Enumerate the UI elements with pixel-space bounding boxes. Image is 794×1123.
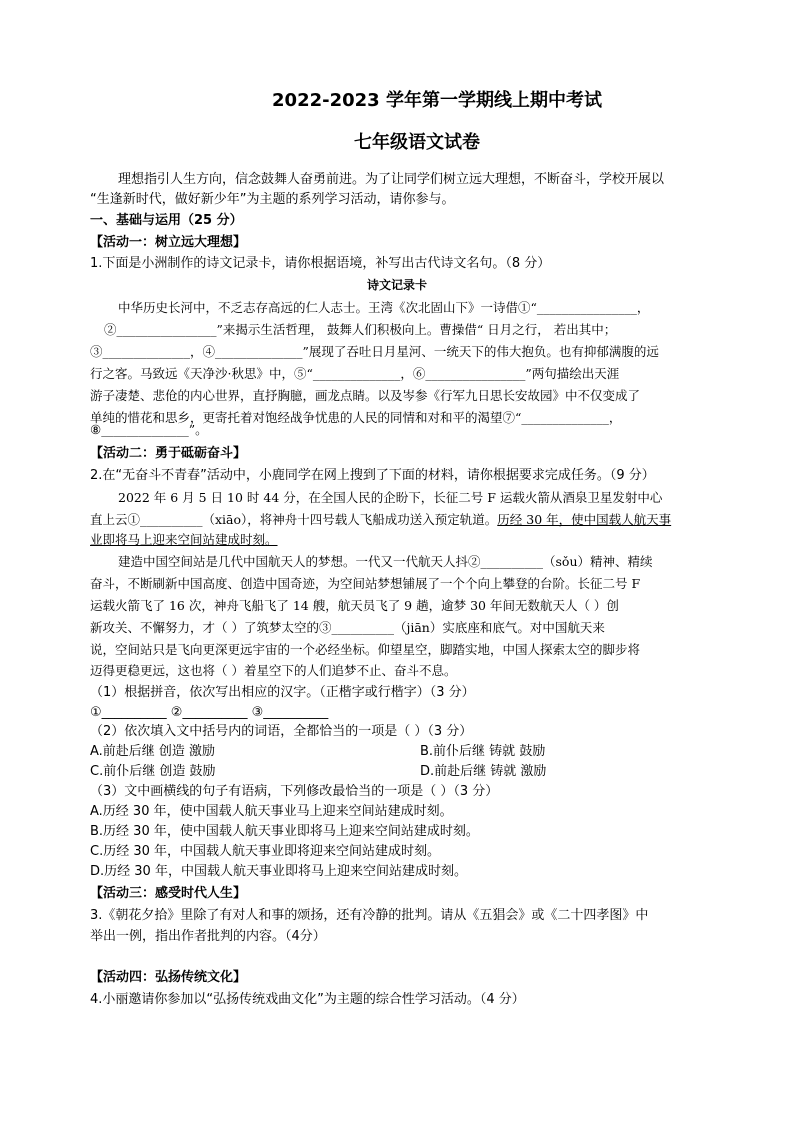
question-2: 2.在“无奋斗不青春”活动中，小鹿同学在网上搜到了下面的材料，请你根据要求完成任务。（9 分） <box>90 468 655 483</box>
passage-line-8: 说，空间站只是飞向更深更远宇宙的一个必经坐标。仰望星空，脚踏实地，中国人探索太空的脚步将 <box>90 642 641 657</box>
question-1: 1.下面是小洲制作的诗文记录卡，请你根据语境，补写出古代诗文名句。（8 分） <box>90 256 551 271</box>
card-line-3: ③______________，④______________”展现了吞吐日月星河、一统天下的伟大抱负。也有抑郁满腹的远 <box>90 344 659 359</box>
exam-subtitle: 七年级语文试卷 <box>354 132 480 153</box>
activity-2-heading: 【活动二：勇于砥砺奋斗】 <box>90 446 247 461</box>
sub-question-1: （1）根据拼音，依次写出相应的汉字。（正楷字或行楷字）（3 分） <box>90 685 475 700</box>
option-2c: C.前仆后继 创造 鼓励 <box>90 764 216 779</box>
flawed-sentence-part-1: 历经 30 年，使中国载人航天事 <box>497 512 672 527</box>
section-1-heading: 一、基础与运用（25 分） <box>90 213 243 228</box>
passage-line-5: 奋斗，不断刷新中国高度、创造中国奇迹，为空间站梦想铺展了一个个向上攀登的台阶。长征二号 F <box>90 576 641 591</box>
sub-question-1-blanks: ①__________ ②__________ ③__________ <box>90 705 329 720</box>
passage-line-4: 建造中国空间站是几代中国航天人的梦想。一代又一代航天人抖②__________（sǒu）精神、精续 <box>118 554 653 569</box>
intro-line-1: 理想指引人生方向，信念鼓舞人奋勇前进。为了让同学们树立远大理想，不断奋斗，学校开展以 <box>118 172 665 187</box>
option-3d: D.历经 30 年，中国载人航天事业即将马上迎来空间站建成时刻。 <box>90 864 467 879</box>
sub-question-2: （2）依次填入文中括号内的词语，全都恰当的一项是（ ）（3 分） <box>90 724 473 739</box>
card-line-7: ⑧______________”。 <box>90 422 208 437</box>
passage-line-2 <box>90 510 671 530</box>
passage-line-2-a: 直上云①__________（xiāo），将神舟十四号载人飞船成功送入预定轨道。 <box>90 512 498 527</box>
card-line-2: ②________________”来揭示生活哲理， 鼓舞人们积极向上。曹操借“ 日月之行， 若出其中； <box>104 322 617 337</box>
passage-line-1: 2022 年 6 月 5 日 10 时 44 分，在全国人民的企盼下，长征二号 F 运载火箭从酒泉卫星发射中心 <box>118 490 663 505</box>
flawed-sentence-part-2: 业即将马上迎来空间站建成时刻。 <box>90 532 278 547</box>
activity-3-heading: 【活动三：感受时代人生】 <box>90 886 247 901</box>
sub-question-3: （3）文中画横线的句子有语病，下列修改最恰当的一项是（ ）（3 分） <box>90 784 499 799</box>
option-3b: B.历经 30 年，使中国载人航天事业即将马上迎来空间站建成时刻。 <box>90 824 479 839</box>
intro-line-2: “生逢新时代，做好新少年”为主题的系列学习活动，请你参与。 <box>90 192 455 207</box>
option-3c: C.历经 30 年，中国载人航天事业即将迎来空间站建成时刻。 <box>90 844 441 859</box>
option-2a: A.前赴后继 创造 激励 <box>90 744 216 759</box>
passage-line-6: 运载火箭飞了 16 次，神舟飞船飞了 14 艘，航天员飞了 9 趟，逾梦 30 年间无数航天人（ ）创 <box>90 598 619 613</box>
exam-title: 2022-2023 学年第一学期线上期中考试 <box>272 90 602 111</box>
question-3-line-1: 3.《朝花夕拾》里除了有对人和事的颂扬，还有冷静的批判。请从《五猖会》或《二十四孝图》中 <box>90 908 649 923</box>
passage-line-9: 迈得更稳更远，这也将（ ）着星空下的人们追梦不止、奋斗不息。 <box>90 663 457 678</box>
card-title: 诗文记录卡 <box>366 278 427 292</box>
activity-4-heading: 【活动四：弘扬传统文化】 <box>90 970 247 985</box>
activity-1-heading: 【活动一：树立远大理想】 <box>90 235 247 250</box>
card-line-6: 单纯的惜花和思乡，更寄托着对饱经战争忧患的人民的同情和对和平的渴望⑦“______________， <box>90 410 622 425</box>
option-2d: D.前赴后继 铸就 激励 <box>420 764 547 779</box>
card-line-1: 中华历史长河中，不乏志存高远的仁人志士。王湾《次北固山下》一诗借①“________________， <box>118 300 650 315</box>
card-line-5: 游子凄楚、悲伧的内心世界，直抒胸臆，画龙点睛。以及岑参《行军九日思长安故园》中不仅变成了 <box>90 388 641 403</box>
passage-line-7: 新攻关、不懈努力，才（ ）了筑梦太空的③__________（jiān）实底座和底气。对中国航天来 <box>90 620 605 635</box>
option-3a: A.历经 30 年，使中国载人航天事业马上迎来空间站建成时刻。 <box>90 804 453 819</box>
question-3-line-2: 举出一例，指出作者批判的内容。（4分） <box>90 929 326 944</box>
option-2b: B.前仆后继 铸就 鼓励 <box>420 744 546 759</box>
question-4: 4.小丽邀请你参加以“弘扬传统戏曲文化”为主题的综合性学习活动。（4 分） <box>90 992 525 1007</box>
card-line-4: 行之客。马致远《天净沙·秋思》中，⑤“______________，⑥________________”两句描绘出天涯 <box>90 366 620 381</box>
